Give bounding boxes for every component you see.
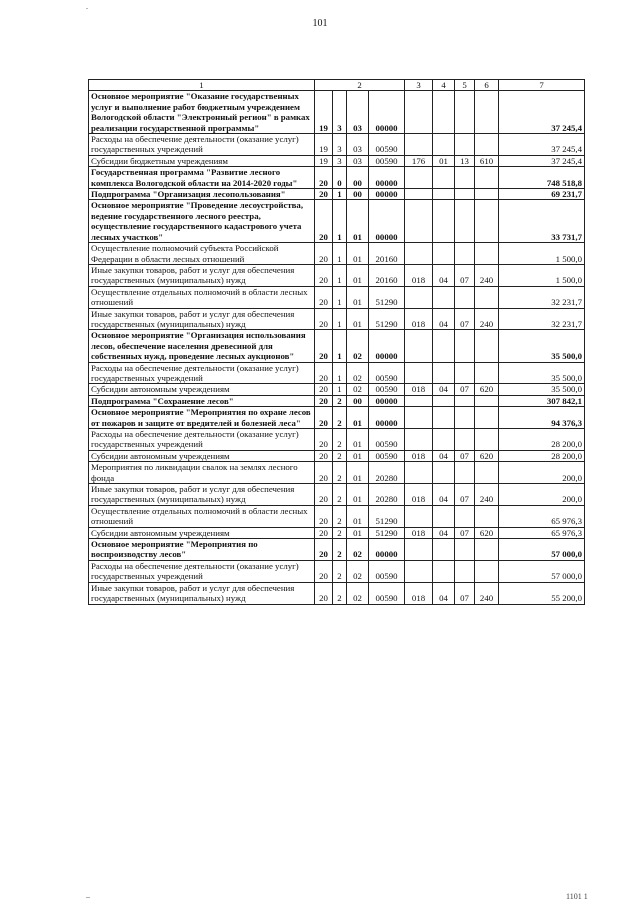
row-name-cell: Подпрограмма "Сохранение лесов" xyxy=(89,395,315,406)
program-code-cell: 19 xyxy=(315,155,333,166)
grbs-code-cell xyxy=(405,167,433,189)
expense-type-code-cell xyxy=(475,560,499,582)
amount-cell: 33 731,7 xyxy=(499,200,585,243)
amount-cell: 37 245,4 xyxy=(499,91,585,134)
scan-corner-mark: . xyxy=(86,2,88,11)
grbs-code-cell xyxy=(405,330,433,362)
section-code-cell xyxy=(433,286,455,308)
expense-type-code-cell xyxy=(475,134,499,156)
amount-cell: 1 500,0 xyxy=(499,264,585,286)
event-code-cell: 00 xyxy=(347,167,369,189)
row-name-cell: Иные закупки товаров, работ и услуг для обеспечения государственных (муниципальных) нужд xyxy=(89,308,315,330)
row-name-cell: Субсидии автономным учреждениям xyxy=(89,527,315,538)
expense-type-code-cell: 240 xyxy=(475,582,499,604)
header-cell-7: 7 xyxy=(499,80,585,91)
event-code-cell: 00 xyxy=(347,189,369,200)
program-code-cell: 20 xyxy=(315,539,333,561)
event-code-cell: 02 xyxy=(347,362,369,384)
table-row xyxy=(89,462,585,484)
table-row xyxy=(89,505,585,527)
program-code-cell: 20 xyxy=(315,484,333,506)
row-name-cell: Расходы на обеспечение деятельности (оказание услуг) государственных учреждений xyxy=(89,134,315,156)
direction-code-cell: 20160 xyxy=(369,243,405,265)
section-code-cell xyxy=(433,134,455,156)
subsection-code-cell xyxy=(455,539,475,561)
section-code-cell xyxy=(433,189,455,200)
row-name-cell: Основное мероприятие "Мероприятия по охране лесов от пожаров и защите от вредителей и болезней леса" xyxy=(89,407,315,429)
row-name-cell: Осуществление полномочий субъекта Российской Федерации в области лесных отношений xyxy=(89,243,315,265)
event-code-cell: 02 xyxy=(347,560,369,582)
subprogram-code-cell: 1 xyxy=(333,243,347,265)
program-code-cell: 20 xyxy=(315,395,333,406)
expense-type-code-cell: 620 xyxy=(475,527,499,538)
grbs-code-cell xyxy=(405,429,433,451)
grbs-code-cell xyxy=(405,362,433,384)
page-number: 101 xyxy=(312,18,328,29)
expense-type-code-cell xyxy=(475,200,499,243)
subprogram-code-cell: 1 xyxy=(333,330,347,362)
section-code-cell: 04 xyxy=(433,484,455,506)
subsection-code-cell xyxy=(455,462,475,484)
amount-cell: 307 842,1 xyxy=(499,395,585,406)
direction-code-cell: 00000 xyxy=(369,91,405,134)
subsection-code-cell xyxy=(455,407,475,429)
event-code-cell: 01 xyxy=(347,462,369,484)
subprogram-code-cell: 1 xyxy=(333,384,347,395)
budget-table xyxy=(88,79,585,605)
program-code-cell: 20 xyxy=(315,384,333,395)
table-row xyxy=(89,330,585,362)
subsection-code-cell xyxy=(455,91,475,134)
program-code-cell: 20 xyxy=(315,362,333,384)
event-code-cell: 01 xyxy=(347,429,369,451)
subsection-code-cell xyxy=(455,560,475,582)
subsection-code-cell: 07 xyxy=(455,264,475,286)
event-code-cell: 03 xyxy=(347,134,369,156)
table-body xyxy=(89,80,585,605)
section-code-cell: 04 xyxy=(433,527,455,538)
row-name-cell: Расходы на обеспечение деятельности (оказание услуг) государственных учреждений xyxy=(89,560,315,582)
grbs-code-cell xyxy=(405,243,433,265)
direction-code-cell: 00590 xyxy=(369,362,405,384)
table-row xyxy=(89,155,585,166)
event-code-cell: 01 xyxy=(347,505,369,527)
subprogram-code-cell: 1 xyxy=(333,286,347,308)
subsection-code-cell xyxy=(455,429,475,451)
direction-code-cell: 51290 xyxy=(369,527,405,538)
row-name-cell: Иные закупки товаров, работ и услуг для обеспечения государственных (муниципальных) нужд xyxy=(89,264,315,286)
direction-code-cell: 00590 xyxy=(369,134,405,156)
row-name-cell: Субсидии бюджетным учреждениям xyxy=(89,155,315,166)
section-code-cell xyxy=(433,539,455,561)
subsection-code-cell: 07 xyxy=(455,450,475,461)
footer-mark: 1101 1 xyxy=(566,892,588,901)
expense-type-code-cell xyxy=(475,407,499,429)
section-code-cell: 04 xyxy=(433,384,455,395)
event-code-cell: 02 xyxy=(347,539,369,561)
amount-cell: 57 000,0 xyxy=(499,539,585,561)
subsection-code-cell: 07 xyxy=(455,384,475,395)
direction-code-cell: 00590 xyxy=(369,155,405,166)
expense-type-code-cell: 620 xyxy=(475,384,499,395)
program-code-cell: 20 xyxy=(315,582,333,604)
direction-code-cell: 51290 xyxy=(369,505,405,527)
table-row xyxy=(89,395,585,406)
event-code-cell: 03 xyxy=(347,155,369,166)
expense-type-code-cell xyxy=(475,362,499,384)
event-code-cell: 01 xyxy=(347,407,369,429)
subprogram-code-cell: 2 xyxy=(333,395,347,406)
program-code-cell: 20 xyxy=(315,330,333,362)
program-code-cell: 20 xyxy=(315,407,333,429)
amount-cell: 55 200,0 xyxy=(499,582,585,604)
subprogram-code-cell: 2 xyxy=(333,560,347,582)
amount-cell: 35 500,0 xyxy=(499,384,585,395)
table-row xyxy=(89,450,585,461)
grbs-code-cell xyxy=(405,560,433,582)
subprogram-code-cell: 1 xyxy=(333,308,347,330)
table-row xyxy=(89,200,585,243)
table-row xyxy=(89,539,585,561)
section-code-cell xyxy=(433,167,455,189)
expense-type-code-cell: 620 xyxy=(475,450,499,461)
header-cell-4: 4 xyxy=(433,80,455,91)
subsection-code-cell: 07 xyxy=(455,308,475,330)
direction-code-cell: 51290 xyxy=(369,308,405,330)
program-code-cell: 20 xyxy=(315,560,333,582)
table-row xyxy=(89,384,585,395)
subsection-code-cell xyxy=(455,243,475,265)
program-code-cell: 19 xyxy=(315,134,333,156)
table-row xyxy=(89,91,585,134)
program-code-cell: 20 xyxy=(315,243,333,265)
section-code-cell xyxy=(433,505,455,527)
expense-type-code-cell: 240 xyxy=(475,264,499,286)
direction-code-cell: 20280 xyxy=(369,462,405,484)
grbs-code-cell xyxy=(405,134,433,156)
grbs-code-cell: 018 xyxy=(405,308,433,330)
subprogram-code-cell: 2 xyxy=(333,450,347,461)
expense-type-code-cell xyxy=(475,505,499,527)
grbs-code-cell: 018 xyxy=(405,582,433,604)
table-row xyxy=(89,134,585,156)
subprogram-code-cell: 0 xyxy=(333,167,347,189)
direction-code-cell: 00000 xyxy=(369,167,405,189)
section-code-cell: 01 xyxy=(433,155,455,166)
header-cell-5: 5 xyxy=(455,80,475,91)
amount-cell: 65 976,3 xyxy=(499,527,585,538)
expense-type-code-cell xyxy=(475,286,499,308)
subsection-code-cell xyxy=(455,505,475,527)
event-code-cell: 01 xyxy=(347,450,369,461)
section-code-cell xyxy=(433,362,455,384)
table-row xyxy=(89,560,585,582)
grbs-code-cell: 018 xyxy=(405,384,433,395)
amount-cell: 37 245,4 xyxy=(499,134,585,156)
subprogram-code-cell: 2 xyxy=(333,462,347,484)
section-code-cell xyxy=(433,330,455,362)
table-header-row xyxy=(89,80,585,91)
amount-cell: 57 000,0 xyxy=(499,560,585,582)
event-code-cell: 02 xyxy=(347,330,369,362)
direction-code-cell: 00000 xyxy=(369,189,405,200)
direction-code-cell: 00590 xyxy=(369,450,405,461)
event-code-cell: 02 xyxy=(347,582,369,604)
table-row xyxy=(89,429,585,451)
row-name-cell: Осуществление отдельных полномочий в области лесных отношений xyxy=(89,286,315,308)
grbs-code-cell: 018 xyxy=(405,264,433,286)
program-code-cell: 20 xyxy=(315,505,333,527)
expense-type-code-cell: 240 xyxy=(475,484,499,506)
subprogram-code-cell: 1 xyxy=(333,264,347,286)
table-row xyxy=(89,167,585,189)
direction-code-cell: 00590 xyxy=(369,429,405,451)
event-code-cell: 01 xyxy=(347,200,369,243)
expense-type-code-cell xyxy=(475,330,499,362)
subprogram-code-cell: 1 xyxy=(333,362,347,384)
header-cell-2: 2 xyxy=(315,80,405,91)
section-code-cell xyxy=(433,462,455,484)
scan-corner-mark: – xyxy=(86,892,90,901)
row-name-cell: Государственная программа "Развитие лесного комплекса Вологодской области на 2014-2020 годы" xyxy=(89,167,315,189)
amount-cell: 35 500,0 xyxy=(499,330,585,362)
event-code-cell: 02 xyxy=(347,384,369,395)
grbs-code-cell: 018 xyxy=(405,484,433,506)
table-row xyxy=(89,527,585,538)
row-name-cell: Субсидии автономным учреждениям xyxy=(89,384,315,395)
direction-code-cell: 00590 xyxy=(369,582,405,604)
row-name-cell: Осуществление отдельных полномочий в области лесных отношений xyxy=(89,505,315,527)
header-cell-3: 3 xyxy=(405,80,433,91)
row-name-cell: Иные закупки товаров, работ и услуг для обеспечения государственных (муниципальных) нужд xyxy=(89,582,315,604)
direction-code-cell: 00000 xyxy=(369,395,405,406)
expense-type-code-cell: 610 xyxy=(475,155,499,166)
subprogram-code-cell: 2 xyxy=(333,484,347,506)
subsection-code-cell xyxy=(455,134,475,156)
subsection-code-cell: 07 xyxy=(455,582,475,604)
row-name-cell: Основное мероприятие "Оказание государственных услуг и выполнение работ бюджетным учреждением Вологодской области "Электронный регион" в рамках реализации государственной программы" xyxy=(89,91,315,134)
subprogram-code-cell: 3 xyxy=(333,134,347,156)
amount-cell: 37 245,4 xyxy=(499,155,585,166)
header-cell-6: 6 xyxy=(475,80,499,91)
amount-cell: 32 231,7 xyxy=(499,286,585,308)
program-code-cell: 20 xyxy=(315,167,333,189)
event-code-cell: 03 xyxy=(347,91,369,134)
table-row xyxy=(89,484,585,506)
program-code-cell: 19 xyxy=(315,91,333,134)
subsection-code-cell xyxy=(455,286,475,308)
grbs-code-cell xyxy=(405,395,433,406)
grbs-code-cell xyxy=(405,189,433,200)
table-row xyxy=(89,286,585,308)
subprogram-code-cell: 2 xyxy=(333,429,347,451)
row-name-cell: Подпрограмма "Организация лесопользования" xyxy=(89,189,315,200)
program-code-cell: 20 xyxy=(315,200,333,243)
amount-cell: 35 500,0 xyxy=(499,362,585,384)
table-row xyxy=(89,308,585,330)
subsection-code-cell xyxy=(455,189,475,200)
table-row xyxy=(89,189,585,200)
section-code-cell xyxy=(433,243,455,265)
row-name-cell: Основное мероприятие "Проведение лесоустройства, ведение государственного лесного реестра, осуществление государственного кадастрового учета лесных участков" xyxy=(89,200,315,243)
event-code-cell: 01 xyxy=(347,484,369,506)
subsection-code-cell xyxy=(455,395,475,406)
section-code-cell: 04 xyxy=(433,450,455,461)
amount-cell: 28 200,0 xyxy=(499,429,585,451)
direction-code-cell: 00000 xyxy=(369,407,405,429)
amount-cell: 200,0 xyxy=(499,484,585,506)
program-code-cell: 20 xyxy=(315,286,333,308)
row-name-cell: Иные закупки товаров, работ и услуг для обеспечения государственных (муниципальных) нужд xyxy=(89,484,315,506)
amount-cell: 69 231,7 xyxy=(499,189,585,200)
grbs-code-cell xyxy=(405,539,433,561)
grbs-code-cell xyxy=(405,286,433,308)
event-code-cell: 00 xyxy=(347,395,369,406)
program-code-cell: 20 xyxy=(315,308,333,330)
section-code-cell: 04 xyxy=(433,308,455,330)
table-row xyxy=(89,243,585,265)
section-code-cell: 04 xyxy=(433,582,455,604)
section-code-cell xyxy=(433,200,455,243)
grbs-code-cell xyxy=(405,407,433,429)
table-row xyxy=(89,264,585,286)
amount-cell: 1 500,0 xyxy=(499,243,585,265)
subsection-code-cell: 07 xyxy=(455,484,475,506)
program-code-cell: 20 xyxy=(315,264,333,286)
program-code-cell: 20 xyxy=(315,527,333,538)
subprogram-code-cell: 2 xyxy=(333,582,347,604)
program-code-cell: 20 xyxy=(315,189,333,200)
expense-type-code-cell xyxy=(475,462,499,484)
table-row xyxy=(89,362,585,384)
subsection-code-cell xyxy=(455,362,475,384)
row-name-cell: Основное мероприятие "Мероприятия по воспроизводству лесов" xyxy=(89,539,315,561)
subprogram-code-cell: 2 xyxy=(333,527,347,538)
row-name-cell: Расходы на обеспечение деятельности (оказание услуг) государственных учреждений xyxy=(89,429,315,451)
subprogram-code-cell: 3 xyxy=(333,91,347,134)
subsection-code-cell: 13 xyxy=(455,155,475,166)
grbs-code-cell xyxy=(405,505,433,527)
section-code-cell xyxy=(433,91,455,134)
grbs-code-cell xyxy=(405,91,433,134)
subprogram-code-cell: 2 xyxy=(333,505,347,527)
row-name-cell: Расходы на обеспечение деятельности (оказание услуг) государственных учреждений xyxy=(89,362,315,384)
table-row xyxy=(89,582,585,604)
amount-cell: 65 976,3 xyxy=(499,505,585,527)
grbs-code-cell xyxy=(405,200,433,243)
amount-cell: 32 231,7 xyxy=(499,308,585,330)
expense-type-code-cell xyxy=(475,429,499,451)
direction-code-cell: 00590 xyxy=(369,560,405,582)
amount-cell: 94 376,3 xyxy=(499,407,585,429)
header-cell-1: 1 xyxy=(89,80,315,91)
subsection-code-cell xyxy=(455,330,475,362)
event-code-cell: 01 xyxy=(347,286,369,308)
expense-type-code-cell xyxy=(475,91,499,134)
direction-code-cell: 00000 xyxy=(369,539,405,561)
subprogram-code-cell: 1 xyxy=(333,200,347,243)
expense-type-code-cell xyxy=(475,189,499,200)
expense-type-code-cell xyxy=(475,167,499,189)
row-name-cell: Мероприятия по ликвидации свалок на землях лесного фонда xyxy=(89,462,315,484)
section-code-cell xyxy=(433,395,455,406)
subprogram-code-cell: 1 xyxy=(333,189,347,200)
direction-code-cell: 00000 xyxy=(369,200,405,243)
direction-code-cell: 00000 xyxy=(369,330,405,362)
subprogram-code-cell: 2 xyxy=(333,407,347,429)
program-code-cell: 20 xyxy=(315,450,333,461)
section-code-cell: 04 xyxy=(433,264,455,286)
expense-type-code-cell xyxy=(475,243,499,265)
subsection-code-cell xyxy=(455,167,475,189)
section-code-cell xyxy=(433,429,455,451)
row-name-cell: Субсидии автономным учреждениям xyxy=(89,450,315,461)
direction-code-cell: 20160 xyxy=(369,264,405,286)
event-code-cell: 01 xyxy=(347,243,369,265)
grbs-code-cell: 176 xyxy=(405,155,433,166)
subprogram-code-cell: 3 xyxy=(333,155,347,166)
subsection-code-cell: 07 xyxy=(455,527,475,538)
direction-code-cell: 00590 xyxy=(369,384,405,395)
event-code-cell: 01 xyxy=(347,308,369,330)
program-code-cell: 20 xyxy=(315,462,333,484)
amount-cell: 748 518,8 xyxy=(499,167,585,189)
row-name-cell: Основное мероприятие "Организация использования лесов, обеспечение населения древесиной для собственных нужд, проведение лесных аукционов" xyxy=(89,330,315,362)
section-code-cell xyxy=(433,407,455,429)
amount-cell: 28 200,0 xyxy=(499,450,585,461)
program-code-cell: 20 xyxy=(315,429,333,451)
section-code-cell xyxy=(433,560,455,582)
event-code-cell: 01 xyxy=(347,264,369,286)
expense-type-code-cell xyxy=(475,395,499,406)
grbs-code-cell xyxy=(405,462,433,484)
direction-code-cell: 51290 xyxy=(369,286,405,308)
expense-type-code-cell: 240 xyxy=(475,308,499,330)
event-code-cell: 01 xyxy=(347,527,369,538)
grbs-code-cell: 018 xyxy=(405,450,433,461)
grbs-code-cell: 018 xyxy=(405,527,433,538)
amount-cell: 200,0 xyxy=(499,462,585,484)
subsection-code-cell xyxy=(455,200,475,243)
direction-code-cell: 20280 xyxy=(369,484,405,506)
subprogram-code-cell: 2 xyxy=(333,539,347,561)
table-row xyxy=(89,407,585,429)
expense-type-code-cell xyxy=(475,539,499,561)
